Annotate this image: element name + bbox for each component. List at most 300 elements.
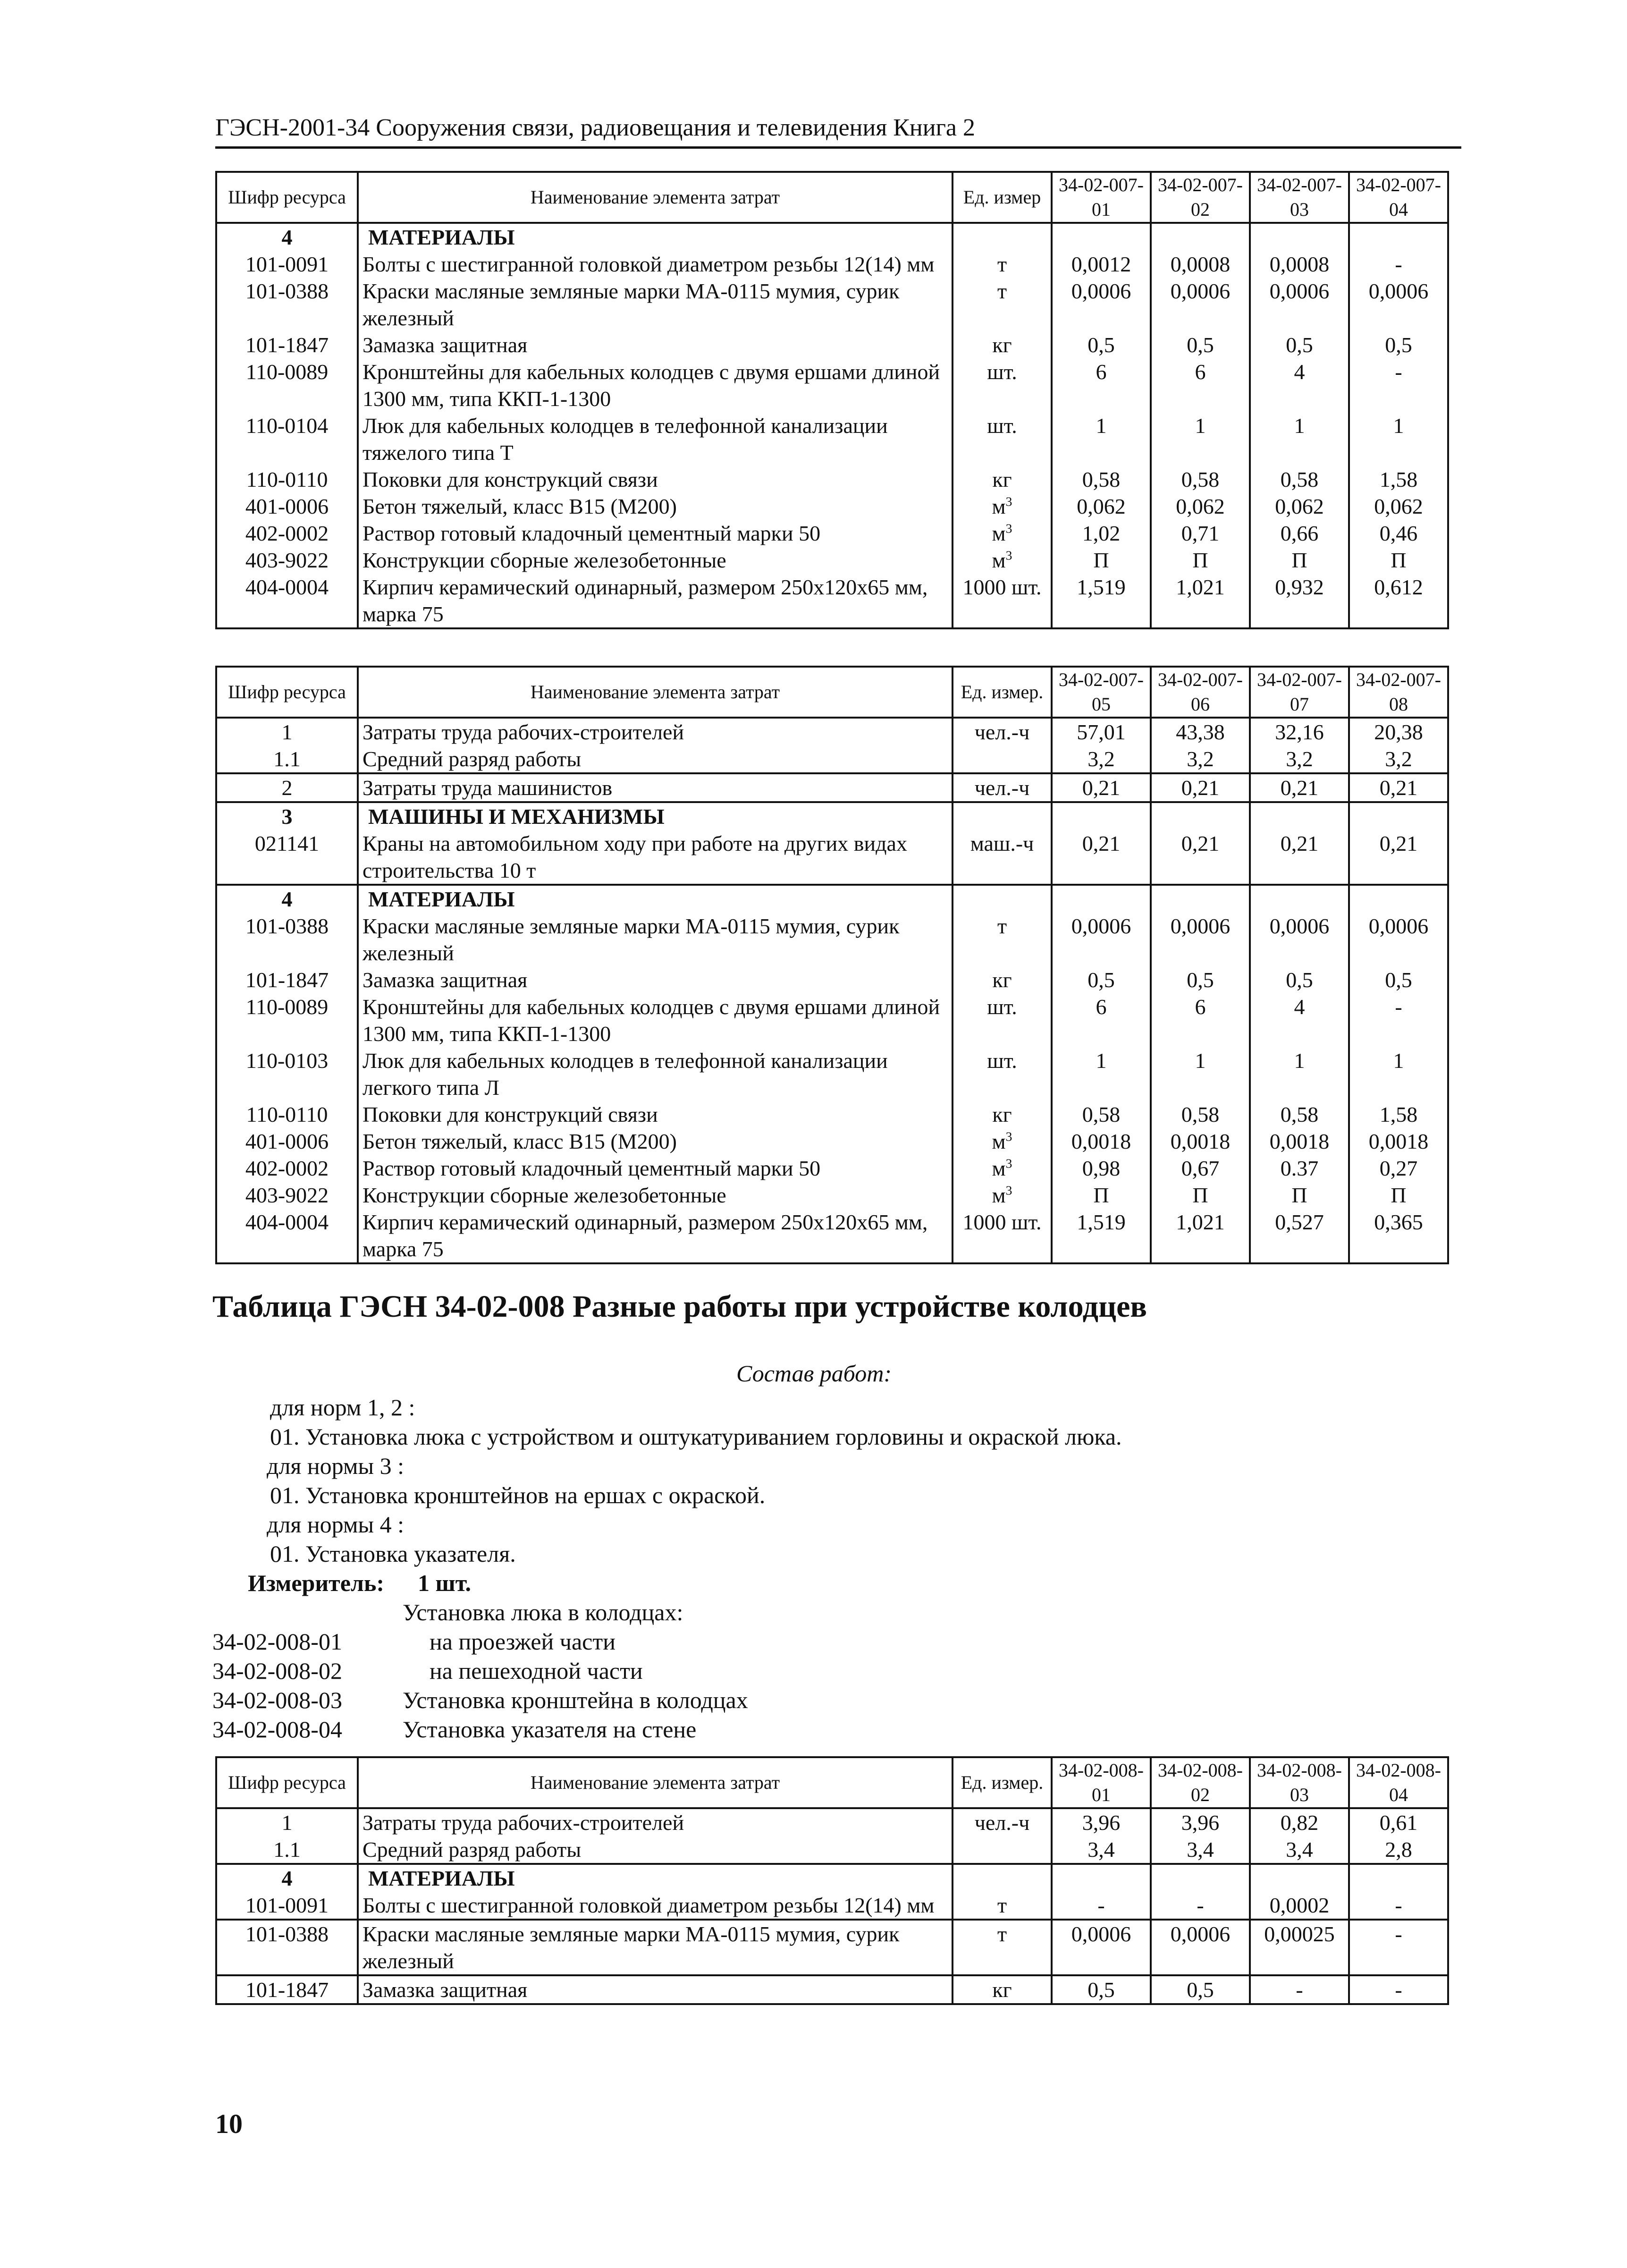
norm-value: 43,38 [1151,718,1250,745]
norm-value [1250,223,1349,251]
norm-value: П [1151,1182,1250,1209]
norm-value: 0,21 [1151,773,1250,802]
norm-value: - [1349,1920,1448,1975]
norm-value [1052,802,1151,830]
resource-name: Болты с шестигранной головкой диаметром резьбы 12(14) мм [358,251,953,278]
norm-value: 0,5 [1250,331,1349,358]
norm-value [1151,223,1250,251]
norm-value: П [1250,1182,1349,1209]
norm-name: на проезжей части [430,1628,615,1655]
norm-value [1349,802,1448,830]
norm-value: 6 [1151,993,1250,1047]
header-norm-1: 34-02-007-05 [1052,667,1151,718]
norm-value: 20,38 [1349,718,1448,745]
norm-value: 1,519 [1052,1209,1151,1263]
norm-value: 0,5 [1349,331,1448,358]
norm-value: 0,0018 [1052,1128,1151,1155]
norm-value: 1,021 [1151,574,1250,628]
unit: $м^3$ [953,1182,1052,1209]
unit: т [953,251,1052,278]
norm-value: 1 [1052,412,1151,466]
unit: т [953,1920,1052,1975]
resource-code: 101-0388 [216,913,358,966]
resource-code: 4 [216,1864,358,1892]
norm-value: 0,27 [1349,1155,1448,1182]
section-row [216,1864,1448,1892]
norm-value: 0,062 [1250,493,1349,520]
norm-value: 0,5 [1151,966,1250,993]
norm-value: 0,5 [1052,331,1151,358]
resource-code: 110-0103 [216,1047,358,1101]
norm-value: - [1349,993,1448,1047]
norm-value: 6 [1151,358,1250,412]
norm-value: 0,0006 [1052,278,1151,331]
norm-value: П [1349,547,1448,574]
norm-value: 0,58 [1052,466,1151,493]
measure-value: 1 шт. [418,1570,472,1596]
resource-name: Замазка защитная [358,331,953,358]
norm-value: - [1250,1975,1349,2004]
header-norm-4: 34-02-007-04 [1349,172,1448,223]
norm-value [1250,1864,1349,1892]
norm-value: - [1349,1892,1448,1920]
norm-value: 1,02 [1052,520,1151,547]
table-row [216,278,1448,331]
resource-code: 402-0002 [216,520,358,547]
norms-group-title: Установка люка в колодцах: [403,1599,683,1625]
norm-value: 0,21 [1349,830,1448,885]
resource-code: 101-1847 [216,331,358,358]
resource-code: 1 [216,1808,358,1836]
norm-value: - [1349,358,1448,412]
norm-value: 1,58 [1349,466,1448,493]
unit [953,223,1052,251]
unit: чел.-ч [953,1808,1052,1836]
resource-code: 110-0110 [216,466,358,493]
header-norm-4: 34-02-007-08 [1349,667,1448,718]
resource-code: 110-0110 [216,1101,358,1128]
resource-name: Болты с шестигранной головкой диаметром резьбы 12(14) мм [358,1892,953,1920]
unit: чел.-ч [953,773,1052,802]
norm-value: 1,021 [1151,1209,1250,1263]
norm-value: 1 [1349,1047,1448,1101]
norm-value: 3,4 [1250,1836,1349,1864]
table-row [216,520,1448,547]
norm-value: 0,932 [1250,574,1349,628]
section-row [216,885,1448,913]
norm-value [1052,223,1151,251]
resource-code: 101-0388 [216,1920,358,1975]
norm-value: 1 [1151,1047,1250,1101]
resource-code: 101-1847 [216,1975,358,2004]
resource-code: 021141 [216,830,358,885]
norm-value: 3,2 [1052,745,1151,773]
norm-value [1349,1864,1448,1892]
unit: шт. [953,412,1052,466]
norm-group-label: для нормы 3 : [267,1453,405,1479]
header-unit: Ед. измер [953,172,1052,223]
norm-value: 0,58 [1151,466,1250,493]
norm-value: 0,0002 [1250,1892,1349,1920]
table-row [216,412,1448,466]
header-norm-3: 34-02-007-03 [1250,172,1349,223]
norm-value: 3,96 [1151,1808,1250,1836]
norm-value: 0,00025 [1250,1920,1349,1975]
resource-code: 402-0002 [216,1155,358,1182]
section-name: МАТЕРИАЛЫ [358,885,953,913]
norm-value: 0,67 [1151,1155,1250,1182]
norm-value: 0,98 [1052,1155,1151,1182]
norm-group-label: для норм 1, 2 : [270,1394,415,1421]
norm-value: 3,2 [1250,745,1349,773]
norm-value: 0,062 [1349,493,1448,520]
norm-value: 0,21 [1151,830,1250,885]
table-row [216,331,1448,358]
table-row [216,1209,1448,1263]
norm-value: 0,58 [1052,1101,1151,1128]
norm-value: - [1349,251,1448,278]
table-row [216,574,1448,628]
table-body [216,223,1448,628]
resource-code: 1.1 [216,1836,358,1864]
resource-code: 4 [216,885,358,913]
norm-group-label: для нормы 4 : [267,1511,405,1538]
header-unit: Ед. измер. [953,667,1052,718]
table-row [216,913,1448,966]
table-row [216,1101,1448,1128]
norm-value: 4 [1250,993,1349,1047]
norm-value: 3,2 [1151,745,1250,773]
norm-name: Установка указателя на стене [403,1716,697,1743]
table-row [216,358,1448,412]
measure-label: Измеритель: [248,1570,385,1596]
norm-code: 34-02-008-01 [212,1628,342,1655]
norm-value: П [1052,1182,1151,1209]
resource-name: Люк для кабельных колодцев в телефонной канализации тяжелого типа Т [358,412,953,466]
norm-value: - [1151,1892,1250,1920]
norm-value: 0,062 [1151,493,1250,520]
resource-name: Кирпич керамический одинарный, размером 250х120х65 мм, марка 75 [358,574,953,628]
norm-value: 0,21 [1250,773,1349,802]
composition-title: Состав работ: [736,1360,892,1387]
norm-value: П [1151,547,1250,574]
norm-name: на пешеходной части [430,1658,643,1684]
table-row [216,1975,1448,2004]
unit: кг [953,331,1052,358]
norm-value: 0,5 [1052,966,1151,993]
section-name: МАТЕРИАЛЫ [358,1864,953,1892]
table-row [216,493,1448,520]
norm-value [1151,1864,1250,1892]
norm-value: 0,062 [1052,493,1151,520]
resource-code: 4 [216,223,358,251]
resource-code: 404-0004 [216,1209,358,1263]
resource-table-008 [215,1756,1449,2005]
norm-value: 0,21 [1052,830,1151,885]
norm-value [1250,802,1349,830]
header-code: Шифр ресурса [216,667,358,718]
running-header: ГЭСН-2001-34 Сооружения связи, радиовещания и телевидения Книга 2 [215,111,1461,149]
resource-code: 2 [216,773,358,802]
resource-name: Люк для кабельных колодцев в телефонной канализации легкого типа Л [358,1047,953,1101]
norm-value: 0,365 [1349,1209,1448,1263]
resource-name: Затраты труда рабочих-строителей [358,718,953,745]
resource-name: Поковки для конструкций связи [358,466,953,493]
resource-code: 101-0388 [216,278,358,331]
table-row [216,1836,1448,1864]
norm-value: 6 [1052,358,1151,412]
norm-code: 34-02-008-03 [212,1687,342,1713]
table-row [216,1920,1448,1975]
resource-code: 404-0004 [216,574,358,628]
unit: т [953,913,1052,966]
unit: кг [953,466,1052,493]
resource-name: Краски масляные земляные марки МА-0115 мумия, сурик железный [358,913,953,966]
resource-name: Конструкции сборные железобетонные [358,1182,953,1209]
unit: шт. [953,358,1052,412]
norm-value [1151,802,1250,830]
norm-value [1349,885,1448,913]
norm-value: 3,4 [1052,1836,1151,1864]
norm-value: 0,0006 [1052,1920,1151,1975]
unit [953,885,1052,913]
resource-code: 401-0006 [216,493,358,520]
norm-value: 0,58 [1250,466,1349,493]
table-row [216,830,1448,885]
norm-name: Установка кронштейна в колодцах [403,1687,748,1713]
norm-value: 0,0018 [1151,1128,1250,1155]
resource-name: Краны на автомобильном ходу при работе на других видах строительства 10 т [358,830,953,885]
unit [953,1864,1052,1892]
table-row [216,1182,1448,1209]
norm-value: 0,82 [1250,1808,1349,1836]
table-row [216,1155,1448,1182]
header-norm-2: 34-02-008-02 [1151,1757,1250,1808]
section-row [216,802,1448,830]
resource-code: 101-1847 [216,966,358,993]
unit: $м^3$ [953,520,1052,547]
resource-code: 101-0091 [216,1892,358,1920]
unit: т [953,1892,1052,1920]
norm-value [1052,1864,1151,1892]
table-row [216,1892,1448,1920]
resource-name: Средний разряд работы [358,1836,953,1864]
resource-code: 1.1 [216,745,358,773]
norm-value: 0,5 [1250,966,1349,993]
header-norm-1: 34-02-007-01 [1052,172,1151,223]
norm-value: 1 [1052,1047,1151,1101]
norm-value: 0,612 [1349,574,1448,628]
resource-name: Кронштейны для кабельных колодцев с двумя ершами длиной 1300 мм, типа ККП-1-1300 [358,358,953,412]
resource-table-007-01-04 [215,171,1449,629]
resource-name: Затраты труда машинистов [358,773,953,802]
unit: $м^3$ [953,1155,1052,1182]
norm-value: 1 [1349,412,1448,466]
norm-value: 2,8 [1349,1836,1448,1864]
table-row [216,1047,1448,1101]
section-name: МАТЕРИАЛЫ [358,223,953,251]
unit: 1000 шт. [953,1209,1052,1263]
header-name: Наименование элемента затрат [358,1757,953,1808]
resource-name: Затраты труда рабочих-строителей [358,1808,953,1836]
norm-value: 0,5 [1151,331,1250,358]
norm-code: 34-02-008-02 [212,1658,342,1684]
unit [953,1836,1052,1864]
header-norm-2: 34-02-007-06 [1151,667,1250,718]
header-unit: Ед. измер. [953,1757,1052,1808]
norm-value: 0,21 [1349,773,1448,802]
norm-value: 0,0012 [1052,251,1151,278]
table-row [216,966,1448,993]
norm-value: 0,71 [1151,520,1250,547]
norm-value: 0,0006 [1052,913,1151,966]
norm-value: 0,527 [1250,1209,1349,1263]
section-name: МАШИНЫ И МЕХАНИЗМЫ [358,802,953,830]
section-title: Таблица ГЭСН 34-02-008 Разные работы при устройстве колодцев [212,1289,1147,1324]
header-name: Наименование элемента затрат [358,667,953,718]
table-row [216,1128,1448,1155]
table-row [216,251,1448,278]
norm-value: - [1349,1975,1448,2004]
table-row [216,718,1448,745]
unit [953,802,1052,830]
resource-name: Краски масляные земляные марки МА-0115 мумия, сурик железный [358,278,953,331]
norm-value: 3,4 [1151,1836,1250,1864]
resource-code: 403-9022 [216,1182,358,1209]
norm-value: 0,5 [1052,1975,1151,2004]
norm-value: 6 [1052,993,1151,1047]
resource-name: Бетон тяжелый, класс В15 (М200) [358,1128,953,1155]
norm-value: 0,46 [1349,520,1448,547]
norm-value: 57,01 [1052,718,1151,745]
header-name: Наименование элемента затрат [358,172,953,223]
norm-value: 0,0006 [1349,278,1448,331]
header-norm-1: 34-02-008-01 [1052,1757,1151,1808]
norm-value [1151,885,1250,913]
resource-name: Краски масляные земляные марки МА-0115 мумия, сурик железный [358,1920,953,1975]
norm-value: 0,21 [1052,773,1151,802]
norm-value: 0,0006 [1250,913,1349,966]
resource-name: Раствор готовый кладочный цементный марки 50 [358,520,953,547]
resource-name: Бетон тяжелый, класс В15 (М200) [358,493,953,520]
norm-value: П [1052,547,1151,574]
unit: маш.-ч [953,830,1052,885]
table-row [216,745,1448,773]
norm-value: 0,21 [1250,830,1349,885]
resource-name: Поковки для конструкций связи [358,1101,953,1128]
norm-code: 34-02-008-04 [212,1716,342,1743]
resource-code: 3 [216,802,358,830]
work-item: 01. Установка кронштейнов на ершах с окраской. [270,1482,766,1508]
norm-value: П [1250,547,1349,574]
unit: шт. [953,993,1052,1047]
header-code: Шифр ресурса [216,1757,358,1808]
unit: кг [953,1975,1052,2004]
unit: т [953,278,1052,331]
unit: кг [953,966,1052,993]
resource-table-007-05-08 [215,666,1449,1264]
header-code: Шифр ресурса [216,172,358,223]
resource-name: Замазка защитная [358,1975,953,2004]
page-number: 10 [215,2108,243,2139]
norm-value: 1 [1250,1047,1349,1101]
resource-code: 110-0089 [216,358,358,412]
norm-value: 1 [1250,412,1349,466]
norm-value: 3,96 [1052,1808,1151,1836]
norm-value: 0,58 [1151,1101,1250,1128]
table-body [216,718,1448,1263]
unit: $м^3$ [953,547,1052,574]
norm-value: 0,0008 [1250,251,1349,278]
norm-value: 0,0006 [1151,913,1250,966]
norm-value [1250,885,1349,913]
norm-value: 0,5 [1151,1975,1250,2004]
table-row [216,547,1448,574]
table-body [216,1808,1448,2004]
unit [953,745,1052,773]
section-row [216,223,1448,251]
header-norm-2: 34-02-007-02 [1151,172,1250,223]
table-row [216,1808,1448,1836]
norm-value: 0,0006 [1151,278,1250,331]
unit: чел.-ч [953,718,1052,745]
norm-value: 4 [1250,358,1349,412]
work-item: 01. Установка люка с устройством и оштукатуриванием горловины и окраской люка. [270,1423,1122,1450]
resource-name: Кронштейны для кабельных колодцев с двумя ершами длиной 1300 мм, типа ККП-1-1300 [358,993,953,1047]
table-row [216,993,1448,1047]
unit: шт. [953,1047,1052,1101]
table-row [216,466,1448,493]
norm-value: 0,0006 [1349,913,1448,966]
resource-name: Кирпич керамический одинарный, размером 250х120х65 мм, марка 75 [358,1209,953,1263]
unit: $м^3$ [953,493,1052,520]
resource-name: Конструкции сборные железобетонные [358,547,953,574]
resource-code: 403-9022 [216,547,358,574]
resource-code: 110-0104 [216,412,358,466]
norm-value: 1,58 [1349,1101,1448,1128]
norm-value: - [1052,1892,1151,1920]
header-norm-4: 34-02-008-04 [1349,1757,1448,1808]
table-row [216,773,1448,802]
header-norm-3: 34-02-007-07 [1250,667,1349,718]
norm-value: 3,2 [1349,745,1448,773]
resource-code: 1 [216,718,358,745]
resource-name: Замазка защитная [358,966,953,993]
norm-value: 0,0018 [1250,1128,1349,1155]
unit: $м^3$ [953,1128,1052,1155]
resource-code: 110-0089 [216,993,358,1047]
norm-value: 0,61 [1349,1808,1448,1836]
norm-value: П [1349,1182,1448,1209]
resource-name: Средний разряд работы [358,745,953,773]
norm-value: 0,58 [1250,1101,1349,1128]
norm-value: 1,519 [1052,574,1151,628]
resource-code: 101-0091 [216,251,358,278]
norm-value [1349,223,1448,251]
norm-value: 0,0006 [1250,278,1349,331]
norm-value: 1 [1151,412,1250,466]
norm-value: 0,0018 [1349,1128,1448,1155]
norm-value [1052,885,1151,913]
unit: 1000 шт. [953,574,1052,628]
header-norm-3: 34-02-008-03 [1250,1757,1349,1808]
norm-value: 0.37 [1250,1155,1349,1182]
norm-value: 0,5 [1349,966,1448,993]
resource-name: Раствор готовый кладочный цементный марки 50 [358,1155,953,1182]
resource-code: 401-0006 [216,1128,358,1155]
work-item: 01. Установка указателя. [270,1540,516,1567]
norm-value: 0,66 [1250,520,1349,547]
